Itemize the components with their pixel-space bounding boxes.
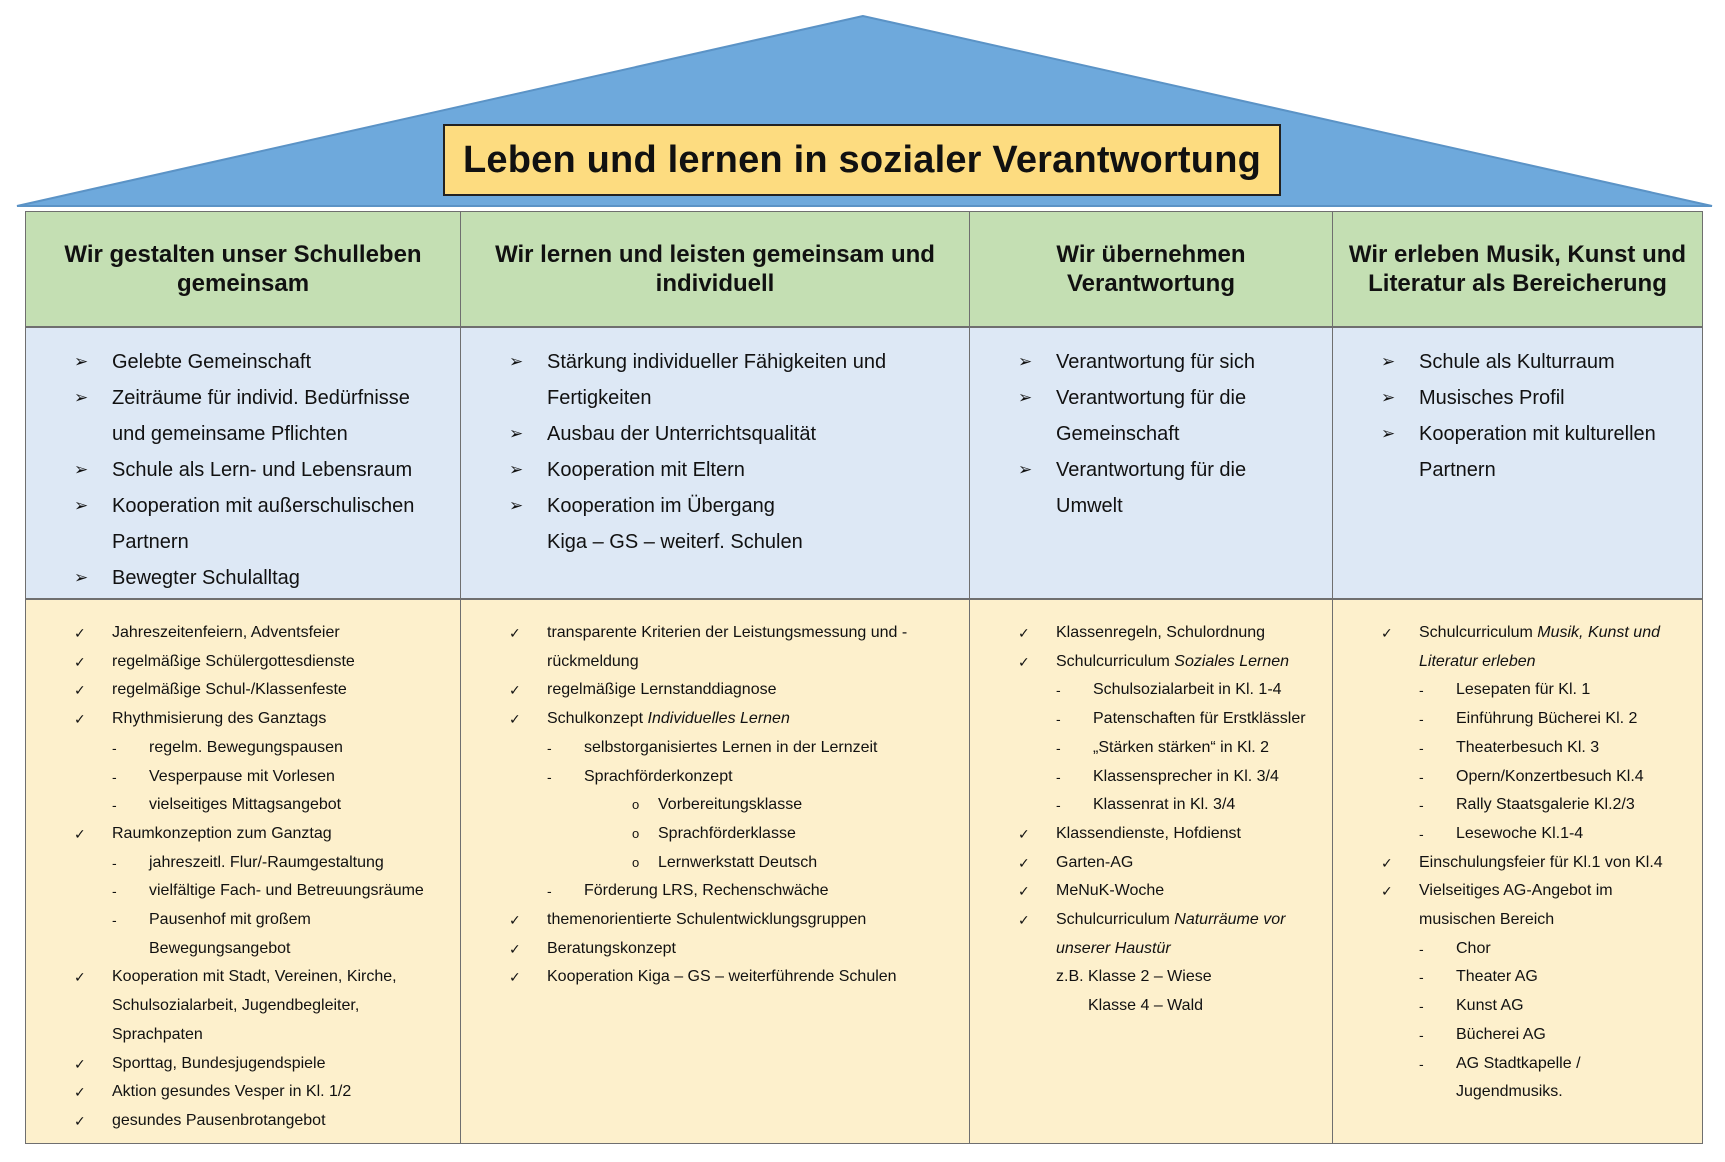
measure-item: [26, 849, 460, 878]
item-text: Förderung LRS, Rechenschwäche: [584, 882, 829, 900]
measure-item: [1333, 763, 1702, 792]
measure-item: [26, 619, 460, 648]
measure-item: [970, 705, 1332, 734]
arrow-bullet-icon: ➢: [1018, 460, 1033, 479]
item-text: Verantwortung für sich: [1056, 351, 1255, 373]
measure-item: [461, 820, 969, 849]
item-text-italic: Musik, Kunst und: [1537, 624, 1660, 641]
measure-item: [1333, 648, 1702, 677]
goals-list: [460, 327, 970, 599]
item-text: Ausbau der Unterrichtsqualität: [547, 423, 817, 445]
check-bullet-icon: ✓: [509, 969, 521, 986]
item-text: Schulkonzept: [547, 710, 648, 728]
item-text: Kooperation mit kulturellen: [1419, 423, 1656, 445]
item-text: Bewegungsangebot: [149, 939, 291, 957]
measure-item: [1333, 963, 1702, 992]
dash-bullet-icon: -: [112, 912, 117, 929]
dash-bullet-icon: -: [1419, 711, 1424, 728]
item-text: Jugendmusiks.: [1456, 1083, 1563, 1101]
check-bullet-icon: ✓: [509, 682, 521, 699]
check-bullet-icon: ✓: [74, 1084, 86, 1101]
arrow-bullet-icon: ➢: [509, 424, 524, 443]
measure-item: [1333, 849, 1702, 878]
measure-item: [461, 849, 969, 878]
arrow-bullet-icon: ➢: [1018, 352, 1033, 371]
item-text: Lesewoche Kl.1-4: [1456, 824, 1584, 842]
measure-item: [970, 820, 1332, 849]
goal-item: [26, 344, 460, 380]
item-text: Stärkung individueller Fähigkeiten und: [547, 351, 887, 373]
dash-bullet-icon: -: [1056, 797, 1061, 814]
item-text: Patenschaften für Erstklässler: [1093, 710, 1306, 728]
arrow-bullet-icon: ➢: [74, 496, 89, 515]
column-verantwortung: [969, 211, 1333, 1144]
item-text: Pausenhof mit großem: [149, 911, 311, 929]
item-text: Sprachförderklasse: [658, 824, 796, 842]
measure-item: [26, 648, 460, 677]
goal-item: [26, 380, 460, 416]
check-bullet-icon: ✓: [74, 969, 86, 986]
goal-item: [1333, 344, 1702, 380]
measure-item: [461, 877, 969, 906]
measure-item: [970, 935, 1332, 964]
goal-item: [26, 488, 460, 524]
item-text: vielseitiges Mittagsangebot: [149, 796, 342, 814]
measure-item: [26, 705, 460, 734]
item-text: gesundes Pausenbrotangebot: [112, 1111, 326, 1129]
measure-item: [970, 791, 1332, 820]
check-bullet-icon: ✓: [509, 940, 521, 957]
check-bullet-icon: ✓: [1381, 854, 1393, 871]
item-text: Bücherei AG: [1456, 1025, 1546, 1043]
measure-item: [26, 877, 460, 906]
measure-item: [26, 791, 460, 820]
item-text: Partnern: [112, 531, 189, 553]
item-text: Schulcurriculum: [1056, 911, 1175, 929]
dash-bullet-icon: -: [1419, 739, 1424, 756]
item-text: AG Stadtkapelle /: [1456, 1054, 1581, 1072]
check-bullet-icon: ✓: [1018, 653, 1030, 670]
measure-item: [26, 734, 460, 763]
column-musik-kunst: [1332, 211, 1703, 1144]
item-text: Beratungskonzept: [547, 939, 676, 957]
measure-item: [1333, 1021, 1702, 1050]
circle-bullet-icon: o: [632, 854, 640, 870]
dash-bullet-icon: -: [1419, 1055, 1424, 1072]
arrow-bullet-icon: ➢: [74, 388, 89, 407]
item-text: Kooperation mit außerschulischen: [112, 495, 415, 517]
measure-item: [26, 935, 460, 964]
goal-item: [26, 560, 460, 596]
dash-bullet-icon: -: [112, 768, 117, 785]
house-title: Leben und lernen in sozialer Verantwortung: [443, 124, 1281, 196]
item-text: Theaterbesuch Kl. 3: [1456, 738, 1600, 756]
dash-bullet-icon: -: [1419, 940, 1424, 957]
measure-item: [1333, 619, 1702, 648]
measure-item: [461, 935, 969, 964]
check-bullet-icon: ✓: [1018, 854, 1030, 871]
arrow-bullet-icon: ➢: [509, 352, 524, 371]
item-text: Sprachförderkonzept: [584, 767, 733, 785]
item-text: jahreszeitl. Flur/-Raumgestaltung: [149, 853, 384, 871]
check-bullet-icon: ✓: [74, 825, 86, 842]
measure-item: [26, 1107, 460, 1136]
measure-item: [970, 763, 1332, 792]
item-text: Gemeinschaft: [1056, 423, 1180, 445]
arrow-bullet-icon: ➢: [74, 460, 89, 479]
measure-item: [970, 963, 1332, 992]
arrow-bullet-icon: ➢: [1381, 424, 1396, 443]
measure-item: [461, 791, 969, 820]
item-text: Kooperation im Übergang: [547, 495, 775, 517]
goals-list: [969, 327, 1333, 599]
item-text: Theater AG: [1456, 968, 1538, 986]
measure-item: [1333, 906, 1702, 935]
check-bullet-icon: ✓: [1018, 883, 1030, 900]
item-text: und gemeinsame Pflichten: [112, 423, 348, 445]
item-text: Klassensprecher in Kl. 3/4: [1093, 767, 1279, 785]
measure-item: [26, 820, 460, 849]
dash-bullet-icon: -: [547, 768, 552, 785]
item-text: Opern/Konzertbesuch Kl.4: [1456, 767, 1644, 785]
item-text: Vesperpause mit Vorlesen: [149, 767, 335, 785]
dash-bullet-icon: -: [1419, 682, 1424, 699]
dash-bullet-icon: -: [112, 797, 117, 814]
dash-bullet-icon: -: [112, 883, 117, 900]
check-bullet-icon: ✓: [74, 1112, 86, 1129]
measure-item: [970, 619, 1332, 648]
item-text: Kooperation mit Eltern: [547, 459, 745, 481]
item-text: Kooperation Kiga – GS – weiterführende Schulen: [547, 968, 897, 986]
item-text: Musisches Profil: [1419, 387, 1565, 409]
measure-item: [970, 992, 1332, 1021]
arrow-bullet-icon: ➢: [1381, 388, 1396, 407]
goal-item: [461, 380, 969, 416]
dash-bullet-icon: -: [1056, 739, 1061, 756]
circle-bullet-icon: o: [632, 797, 640, 813]
goal-item: [1333, 416, 1702, 452]
check-bullet-icon: ✓: [74, 1055, 86, 1072]
goal-item: [461, 488, 969, 524]
goal-item: [970, 452, 1332, 488]
goal-item: [461, 524, 969, 560]
measure-item: [1333, 676, 1702, 705]
check-bullet-icon: ✓: [1018, 912, 1030, 929]
measure-item: [461, 734, 969, 763]
item-text-italic: unserer Haustür: [1056, 939, 1171, 957]
column-heading: Wir erleben Musik, Kunst und Literatur als Bereicherung: [1332, 211, 1703, 327]
item-text: Einführung Bücherei Kl. 2: [1456, 710, 1638, 728]
column-schulleben: [25, 211, 461, 1144]
goal-item: [1333, 380, 1702, 416]
goal-item: [970, 488, 1332, 524]
item-text: regelmäßige Lernstanddiagnose: [547, 681, 777, 699]
measures-list: [460, 599, 970, 1144]
measure-item: [1333, 705, 1702, 734]
goals-list: [1332, 327, 1703, 599]
item-text: Rhythmisierung des Ganztags: [112, 710, 327, 728]
item-text: Aktion gesundes Vesper in Kl. 1/2: [112, 1083, 352, 1101]
measure-item: [26, 1078, 460, 1107]
measure-item: [970, 734, 1332, 763]
item-text-italic: Soziales Lernen: [1174, 652, 1290, 670]
item-text: Chor: [1456, 939, 1491, 957]
item-text: Rally Staatsgalerie Kl.2/3: [1456, 796, 1635, 814]
arrow-bullet-icon: ➢: [1018, 388, 1033, 407]
item-text-italic: Naturräume vor: [1174, 911, 1286, 929]
arrow-bullet-icon: ➢: [74, 352, 89, 371]
item-text: Jahreszeitenfeiern, Adventsfeier: [112, 624, 340, 641]
check-bullet-icon: ✓: [509, 625, 521, 641]
measure-item: [1333, 877, 1702, 906]
column-lernen: [460, 211, 970, 1144]
measure-item: [461, 676, 969, 705]
goal-item: [26, 524, 460, 560]
dash-bullet-icon: -: [547, 883, 552, 900]
circle-bullet-icon: o: [632, 825, 640, 841]
item-text-italic: Literatur erleben: [1419, 652, 1536, 670]
item-text: Verantwortung für die: [1056, 387, 1247, 409]
arrow-bullet-icon: ➢: [509, 460, 524, 479]
item-text: rückmeldung: [547, 652, 639, 670]
item-text: Kiga – GS – weiterf. Schulen: [547, 531, 803, 553]
item-text: Schule als Kulturraum: [1419, 351, 1615, 373]
item-text: Schule als Lern- und Lebensraum: [112, 459, 413, 481]
measure-item: [1333, 1050, 1702, 1079]
item-text: Umwelt: [1056, 495, 1123, 517]
item-text: Vielseitiges AG-Angebot im: [1419, 882, 1613, 900]
item-text: Gelebte Gemeinschaft: [112, 351, 311, 373]
measure-item: [26, 906, 460, 935]
measure-item: [461, 963, 969, 992]
dash-bullet-icon: -: [1419, 797, 1424, 814]
column-heading: Wir übernehmen Verantwortung: [969, 211, 1333, 327]
measure-item: [1333, 791, 1702, 820]
check-bullet-icon: ✓: [1018, 825, 1030, 842]
measure-item: [1333, 820, 1702, 849]
dash-bullet-icon: -: [1419, 969, 1424, 986]
item-text: z.B. Klasse 2 – Wiese: [1056, 968, 1212, 986]
measure-item: [970, 648, 1332, 677]
item-text: Raumkonzeption zum Ganztag: [112, 824, 332, 842]
item-text: Klasse 4 – Wald: [1088, 997, 1204, 1015]
check-bullet-icon: ✓: [74, 625, 86, 641]
goal-item: [461, 416, 969, 452]
goal-item: [970, 344, 1332, 380]
check-bullet-icon: ✓: [1018, 625, 1030, 641]
arrow-bullet-icon: ➢: [509, 496, 524, 515]
goal-item: [461, 452, 969, 488]
item-text: Sporttag, Bundesjugendspiele: [112, 1054, 326, 1072]
arrow-bullet-icon: ➢: [74, 568, 89, 587]
item-text: Schulcurriculum: [1056, 652, 1175, 670]
measure-item: [461, 619, 969, 648]
measure-item: [26, 1021, 460, 1050]
item-text: Sprachpaten: [112, 1025, 203, 1043]
dash-bullet-icon: -: [1419, 998, 1424, 1015]
check-bullet-icon: ✓: [74, 682, 86, 699]
item-text: Partnern: [1419, 459, 1496, 481]
measure-item: [970, 877, 1332, 906]
item-text: Klassendienste, Hofdienst: [1056, 824, 1241, 842]
item-text: Klassenrat in Kl. 3/4: [1093, 796, 1236, 814]
goals-list: [25, 327, 461, 599]
measure-item: [461, 763, 969, 792]
measure-item: [461, 648, 969, 677]
dash-bullet-icon: -: [1056, 711, 1061, 728]
measures-list: [969, 599, 1333, 1144]
goal-item: [461, 344, 969, 380]
measure-item: [970, 849, 1332, 878]
arrow-bullet-icon: ➢: [1381, 352, 1396, 371]
measure-item: [1333, 1078, 1702, 1107]
item-text: MeNuK-Woche: [1056, 882, 1165, 900]
item-text: Vorbereitungsklasse: [658, 796, 803, 814]
measure-item: [1333, 734, 1702, 763]
measure-item: [26, 676, 460, 705]
goal-item: [26, 416, 460, 452]
measures-list: [25, 599, 461, 1144]
item-text: musischen Bereich: [1419, 911, 1555, 929]
item-text: Zeiträume für individ. Bedürfnisse: [112, 387, 410, 409]
measure-item: [26, 992, 460, 1021]
item-text: Schulcurriculum: [1419, 624, 1538, 641]
item-text: Einschulungsfeier für Kl.1 von Kl.4: [1419, 853, 1663, 871]
item-text: vielfältige Fach- und Betreuungsräume: [149, 882, 424, 900]
item-text: Schulsozialarbeit, Jugendbegleiter,: [112, 997, 360, 1015]
item-text: Verantwortung für die: [1056, 459, 1247, 481]
item-text: Fertigkeiten: [547, 387, 652, 409]
measure-item: [461, 906, 969, 935]
measure-item: [26, 963, 460, 992]
item-text: Kunst AG: [1456, 997, 1524, 1015]
measure-item: [26, 1050, 460, 1079]
dash-bullet-icon: -: [1056, 682, 1061, 699]
item-text: Lesepaten für Kl. 1: [1456, 681, 1591, 699]
check-bullet-icon: ✓: [1381, 625, 1393, 641]
dash-bullet-icon: -: [547, 739, 552, 756]
measure-item: [461, 705, 969, 734]
goal-item: [970, 416, 1332, 452]
goal-item: [26, 452, 460, 488]
item-text: themenorientierte Schulentwicklungsgruppen: [547, 911, 867, 929]
goal-item: [1333, 452, 1702, 488]
measure-item: [1333, 935, 1702, 964]
check-bullet-icon: ✓: [74, 653, 86, 670]
check-bullet-icon: ✓: [509, 912, 521, 929]
item-text: Klassenregeln, Schulordnung: [1056, 624, 1266, 641]
dash-bullet-icon: -: [1419, 1026, 1424, 1043]
goal-item: [970, 380, 1332, 416]
item-text: Schulsozialarbeit in Kl. 1-4: [1093, 681, 1282, 699]
dash-bullet-icon: -: [1419, 768, 1424, 785]
item-text: Garten-AG: [1056, 853, 1134, 871]
item-text: regelmäßige Schul-/Klassenfeste: [112, 681, 347, 699]
item-text: Lernwerkstatt Deutsch: [658, 853, 818, 871]
item-text: Kooperation mit Stadt, Vereinen, Kirche,: [112, 968, 397, 986]
column-heading: Wir lernen und leisten gemeinsam und individuell: [460, 211, 970, 327]
measure-item: [26, 763, 460, 792]
column-heading: Wir gestalten unser Schulleben gemeinsam: [25, 211, 461, 327]
measure-item: [1333, 992, 1702, 1021]
check-bullet-icon: ✓: [74, 711, 86, 728]
item-text: Bewegter Schulalltag: [112, 567, 300, 589]
check-bullet-icon: ✓: [1381, 883, 1393, 900]
item-text: transparente Kriterien der Leistungsmessung und -: [547, 624, 908, 641]
measure-item: [970, 676, 1332, 705]
item-text: selbstorganisiertes Lernen in der Lernzeit: [584, 738, 878, 756]
item-text: regelmäßige Schülergottesdienste: [112, 652, 355, 670]
measures-list: [1332, 599, 1703, 1144]
item-text-italic: Individuelles Lernen: [647, 710, 790, 728]
item-text: regelm. Bewegungspausen: [149, 738, 343, 756]
dash-bullet-icon: -: [1419, 825, 1424, 842]
item-text: „Stärken stärken“ in Kl. 2: [1093, 738, 1270, 756]
dash-bullet-icon: -: [112, 739, 117, 756]
dash-bullet-icon: -: [112, 854, 117, 871]
dash-bullet-icon: -: [1056, 768, 1061, 785]
measure-item: [970, 906, 1332, 935]
check-bullet-icon: ✓: [509, 711, 521, 728]
